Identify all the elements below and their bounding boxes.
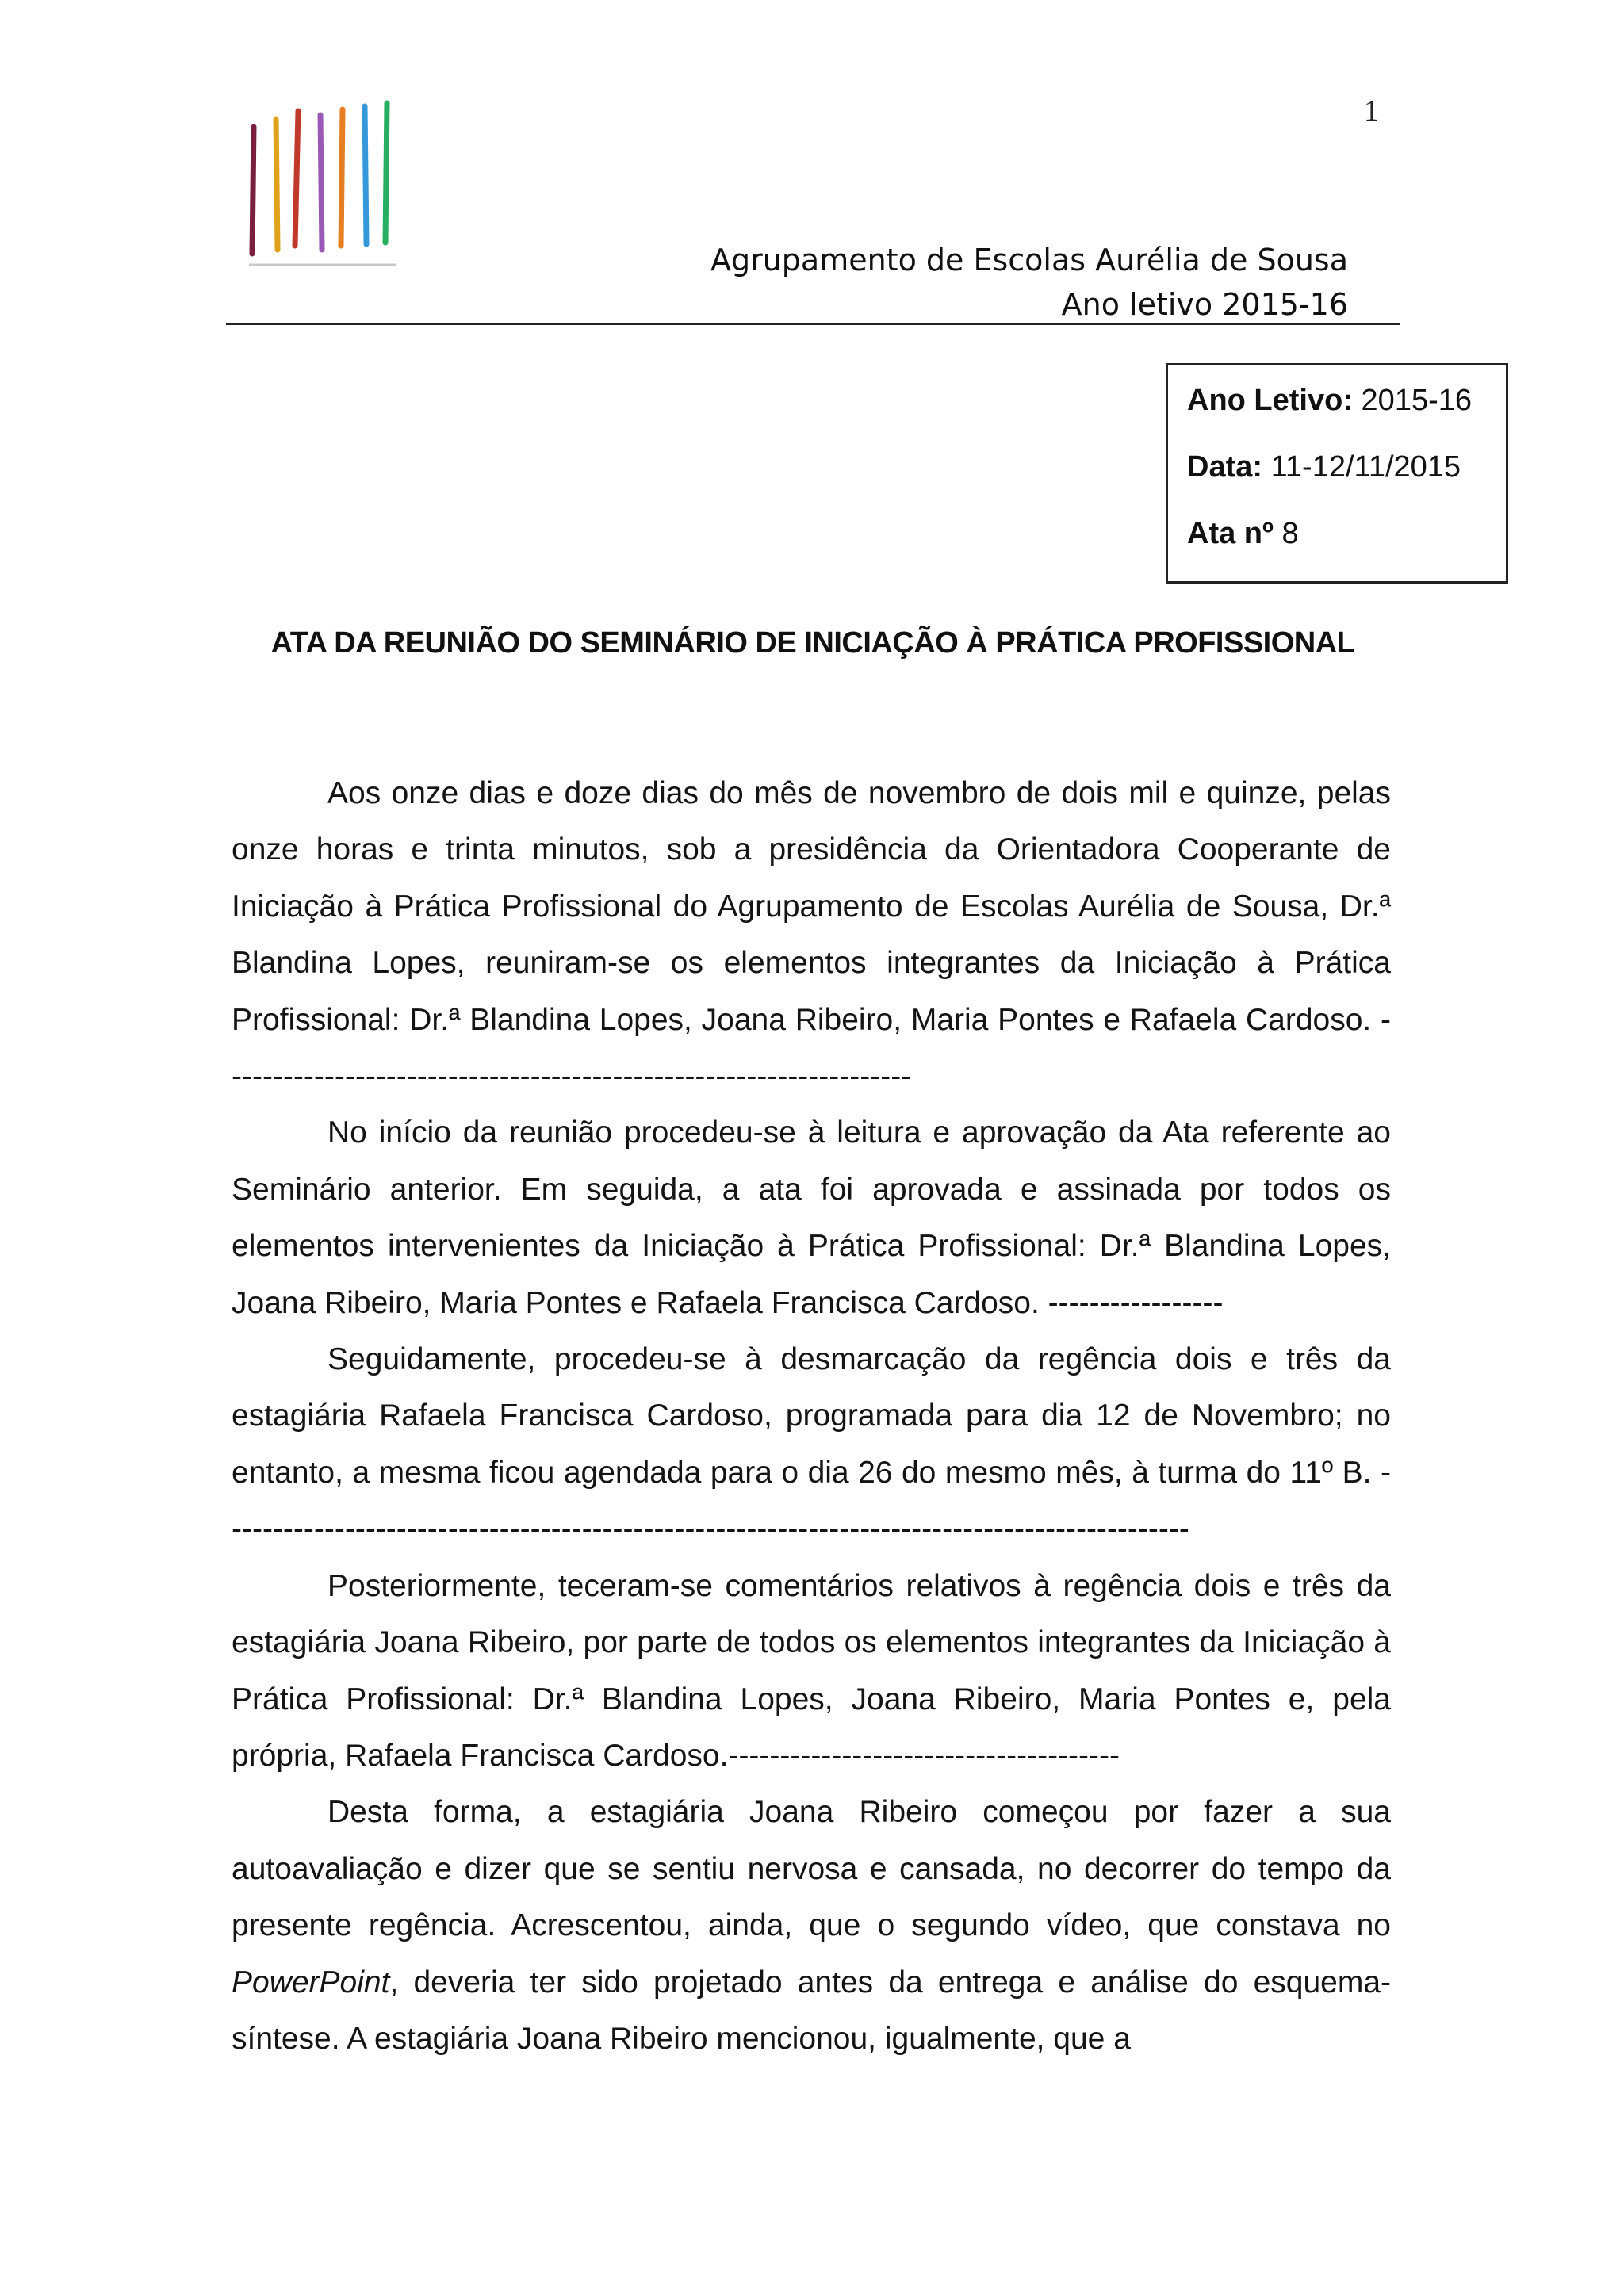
header-school-info [698, 238, 1348, 327]
paragraph-5 [232, 1784, 1391, 2067]
document-title: ATA DA REUNIÃO DO SEMINÁRIO DE INICIAÇÃO À PRÁTICA PROFISSIONAL [270, 626, 1355, 660]
meeting-info-box [1166, 363, 1508, 584]
info-data [1187, 446, 1506, 513]
paragraph-5-part-2: , deveria ter sido projetado antes da entrega e análise do esquema-síntese. A estagiária Joana Ribeiro mencionou, igualmente, que a [232, 1965, 1391, 2056]
page-number: 1 [1364, 94, 1379, 128]
paragraph-5-part-1: Desta forma, a estagiária Joana Ribeiro começou por fazer a sua autoavaliação e dizer que se sentiu nervosa e cansada, no decorrer do tempo da presente regência. Acrescentou, ainda, que o segundo vídeo, que constava no [232, 1795, 1391, 1943]
paragraph-3: Seguidamente, procedeu-se à desmarcação da regência dois e três da estagiária Rafaela Francisca Cardoso, programada para dia 12 de Novembro; no entanto, a mesma ficou agendada para o dia 26 do mesmo mês, à turma do 11º B. ---------------------------------------------------------------------------------------------- [232, 1342, 1391, 1547]
header-school-name: Agrupamento de Escolas Aurélia de Sousa [710, 243, 1348, 277]
ano-letivo-label: Ano Letivo: [1187, 384, 1353, 417]
paragraph-2: No início da reunião procedeu-se à leitura e aprovação da Ata referente ao Seminário anterior. Em seguida, a ata foi aprovada e assinada por todos os elementos intervenientes da Iniciação à Prática Profissional: Dr.ª Blandina Lopes, Joana Ribeiro, Maria Pontes e Rafaela Francisca Cardoso. ----------------- [232, 1115, 1391, 1320]
school-logo [238, 95, 412, 277]
header-school-year: Ano letivo 2015-16 [1061, 287, 1348, 322]
ata-numero-label: Ata nº [1187, 517, 1274, 550]
data-label: Data: [1187, 450, 1263, 484]
ata-numero-value: 8 [1281, 517, 1299, 550]
header-divider [226, 323, 1400, 325]
paragraph-4: Posteriormente, teceram-se comentários relativos à regência dois e três da estagiária Joana Ribeiro, por parte de todos os elementos integrantes da Iniciação à Prática Profissional: Dr.ª Blandina Lopes, Joana Ribeiro, Maria Pontes e, pela própria, Rafaela Francisca Cardoso.-------------------------------------- [232, 1568, 1391, 1773]
paragraph-5-italic-powerpoint: PowerPoint [232, 1965, 390, 1999]
data-value: 11-12/11/2015 [1270, 450, 1461, 484]
ano-letivo-value: 2015-16 [1361, 384, 1473, 417]
document-body [232, 765, 1391, 2067]
paragraph-1: Aos onze dias e doze dias do mês de novembro de dois mil e quinze, pelas onze horas e trinta minutos, sob a presidência da Orientadora Cooperante de Iniciação à Prática Profissional do Agrupamento de Escolas Aurélia de Sousa, Dr.ª Blandina Lopes, reuniram-se os elementos integrantes da Iniciação à Prática Profissional: Dr.ª Blandina Lopes, Joana Ribeiro, Maria Pontes e Rafaela Cardoso. ------------------------------------------------------------------- [232, 776, 1391, 1094]
info-ano-letivo [1187, 380, 1506, 446]
info-ata-numero [1187, 513, 1506, 580]
colored-stripes-logo-icon [238, 95, 412, 277]
